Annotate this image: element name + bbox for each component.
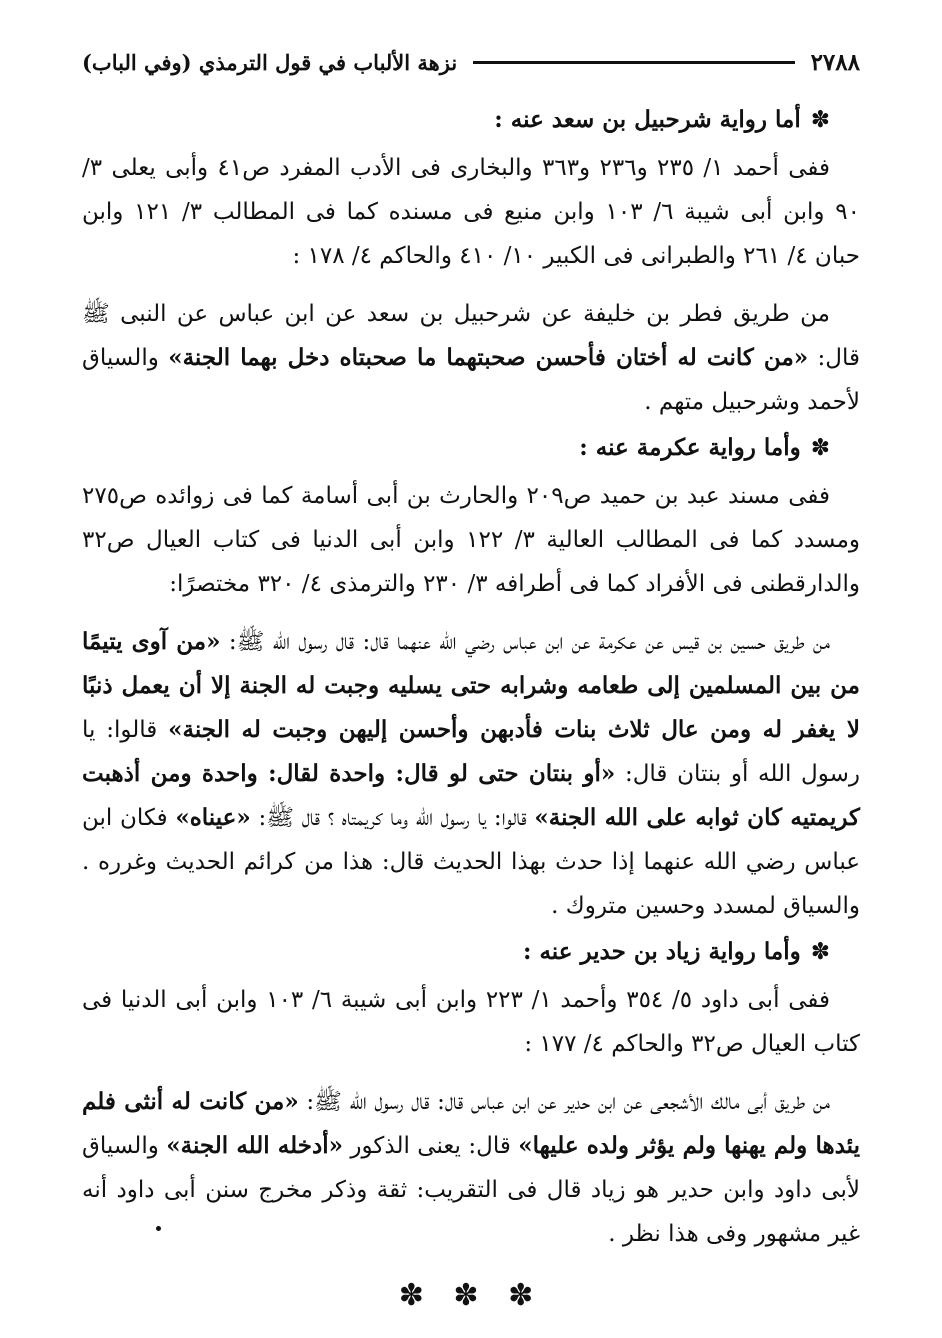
paragraph: من طريق فطر بن خليفة عن شرحبيل بن سعد عن ابن عباس عن النبى ﷺ قال: «من كانت له أختان فأحسن صحبتهما ما صحبتاه دخل بهما الجنة» والسياق لأحمد وشرحبيل متهم . (82, 301, 860, 415)
paragraph: ففى مسند عبد بن حميد ص٢٠٩ والحارث بن أبى أسامة كما فى زوائده ص٢٧٥ ومسدد كما فى المطالب العالية ٣/ ١٢٢ وابن أبى الدنيا فى كتاب العيال ص٣٢ والدارقطنى فى الأفراد كما فى أطرافه ٣/ ٢٣٠ والترمذى ٤/ ٣٢٠ مختصرًا: (82, 483, 860, 597)
page-number: ٢٧٨٨ (810, 48, 860, 76)
flower-ornament-icon: ✽ ✽ ✽ (398, 1278, 544, 1313)
section-heading: ✽وأما رواية زياد بن حدير عنه : (522, 938, 830, 965)
hadith-quote: «من آوى يتيمًا من بين المسلمين إلى طعامه وشرابه حتى يسليه وجبت له الجنة إلا أن يعمل ذنبًا لا يغفر له ومن عال ثلاث بنات فأدبهن وأحسن إليهن وجبت له الجنة» (82, 628, 860, 743)
section-heading: ✽وأما رواية عكرمة عنه : (579, 434, 830, 461)
page-body (82, 98, 860, 1313)
header-rule (473, 61, 794, 64)
running-title: نزهة الألباب في قول الترمذي (وفي الباب) (82, 49, 458, 75)
hadith-quote: «من كانت له أختان فأحسن صحبتهما ما صحبتاه دخل بهما الجنة» (168, 344, 809, 371)
paragraph: من طريق أبى مالك الأشجعى عن ابن حدير عن ابن عباس قال: قال رسول الله ﷺ: «من كانت له أنثى فلم يئدها ولم يهنها ولم يؤثر ولده عليها» قال: يعنى الذكور «أدخله الله الجنة» والسياق لأبى داود وابن حدير هو زياد قال فى التقريب: ثقة وذكر مخرج سنن أبى داود أنه غير مشهور وفى هذا نظر . (82, 1088, 860, 1247)
hadith-quote: «أدخله الله الجنة» (166, 1132, 343, 1159)
hadith-quote: «عيناه» (175, 804, 251, 831)
page-header (82, 44, 860, 80)
stray-dot (156, 1226, 161, 1231)
asterisk-icon: ✽ (810, 107, 830, 133)
paragraph: من طريق حسين بن قيس عن عكرمة عن ابن عباس رضي الله عنهما قال: قال رسول الله ﷺ: «من آوى يتيمًا من بين المسلمين إلى طعامه وشرابه حتى يسليه وجبت له الجنة إلا أن يعمل ذنبًا لا يغفر له ومن عال ثلاث بنات فأدبهن وأحسن إليهن وجبت له الجنة» قالوا: يا رسول الله أو بنتان قال: «أو بنتان حتى لو قال: واحدة لقال: واحدة ومن أذهبت كريمتيه كان ثوابه على الله الجنة» قالوا: يا رسول الله وما كريمتاه ؟ قال ﷺ: «عيناه» فكان ابن عباس رضي الله عنهما إذا حدث بهذا الحديث قال: هذا من كرائم الحديث وغرره . والسياق لمسدد وحسين متروك . (82, 628, 860, 919)
section-heading: ✽أما رواية شرحبيل بن سعد عنه : (494, 106, 830, 133)
asterisk-icon: ✽ (810, 939, 830, 965)
paragraph: ففى أبى داود ٥/ ٣٥٤ وأحمد ١/ ٢٢٣ وابن أبى شيبة ٦/ ١٠٣ وابن أبى الدنيا فى كتاب العيال ص٣٢ والحاكم ٤/ ١٧٧ : (82, 987, 860, 1057)
hadith-quote: «من كانت له أنثى فلم يئدها ولم يهنها ولم يؤثر ولده عليها» (82, 1088, 860, 1159)
asterisk-icon: ✽ (810, 435, 830, 461)
hadith-quote: «أو بنتان حتى لو قال: واحدة لقال: واحدة ومن أذهبت كريمتيه كان ثوابه على الله الجنة» (82, 760, 860, 831)
paragraph: ففى أحمد ١/ ٢٣٥ و٢٣٦ و٣٦٣ والبخارى فى الأدب المفرد ص٤١ وأبى يعلى ٣/ ٩٠ وابن أبى شيبة ٦/ ١٠٣ وابن منيع فى مسنده كما فى المطالب ٣/ ١٢١ وابن حبان ٤/ ٢٦١ والطبرانى فى الكبير ١٠/ ٤١٠ والحاكم ٤/ ١٧٨ : (82, 155, 860, 269)
